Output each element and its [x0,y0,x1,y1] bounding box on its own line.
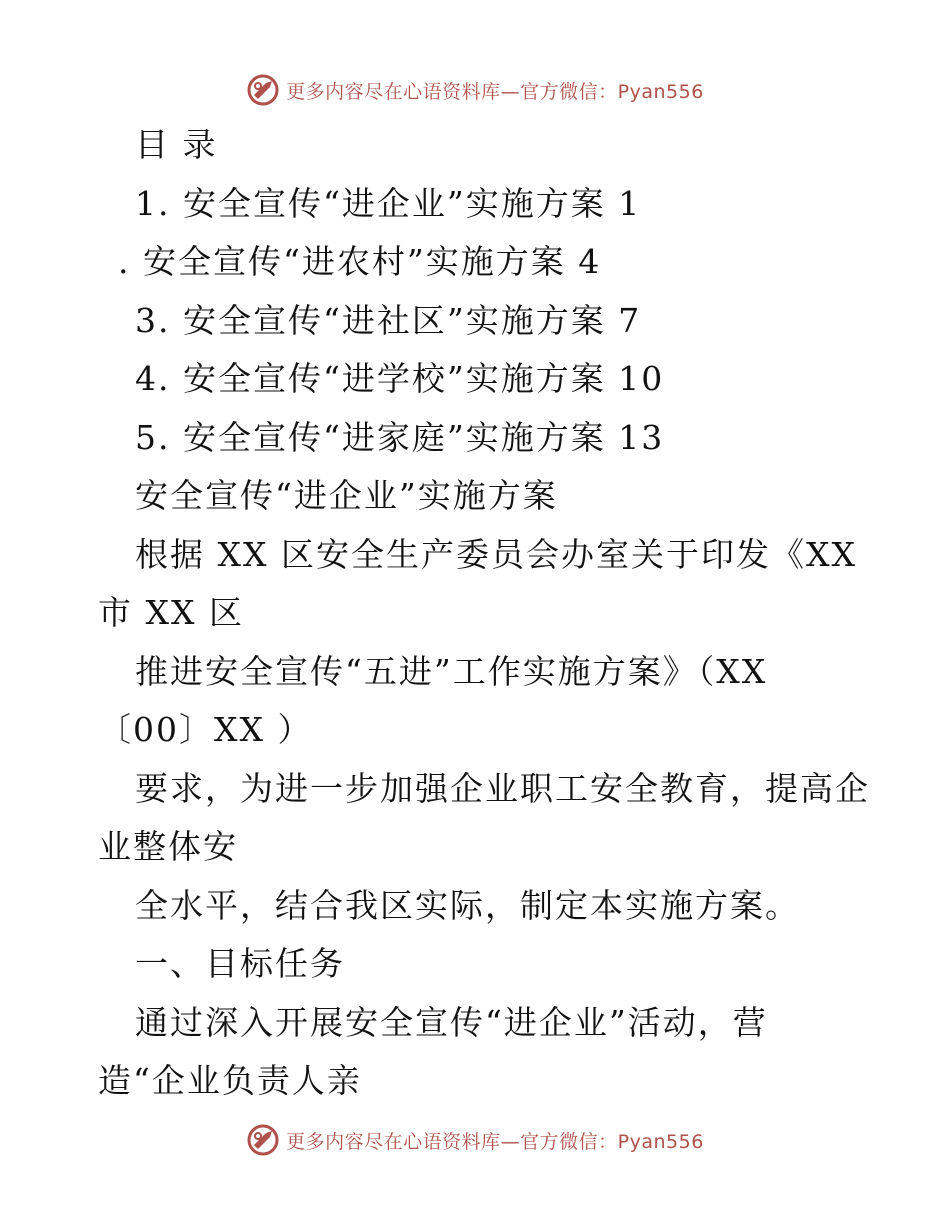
footer-watermark [0,1120,950,1160]
paragraph-line: 业整体安 [98,827,238,866]
watermark-text: 更多内容尽在心语资料库—官方微信：Pyan556 [286,1130,704,1153]
logo-seal-icon [246,73,280,107]
paragraph-line: 〔00〕XX ） [98,710,313,749]
paragraph-line: 推进安全宣传“五进”工作实施方案》（XX [135,651,768,691]
paragraph-line: 市 XX 区 [98,593,244,632]
toc-item-5: 5. 安全宣传“进家庭”实施方案 13 [135,417,665,457]
document-body [98,116,870,1111]
subsection-heading: 一、目标任务 [135,944,345,983]
toc-item-2: . 安全宣传“进农村”实施方案 4 [118,242,602,281]
watermark-text: 更多内容尽在心语资料库—官方微信：Pyan556 [286,80,704,103]
paragraph-line: 通过深入开展安全宣传“进企业”活动，营 [135,1002,768,1042]
paragraph-line: 要求，为进一步加强企业职工安全教育，提高企 [135,768,870,808]
toc-item-3: 3. 安全宣传“进社区”实施方案 7 [135,300,642,340]
header-watermark [0,70,950,110]
paragraph-line: 全水平，结合我区实际，制定本实施方案。 [135,885,800,925]
section-heading: 安全宣传“进企业”实施方案 [135,476,558,515]
paragraph-line: 造“企业负责人亲 [98,1061,362,1100]
toc-title: 目 录 [135,125,218,164]
paragraph-line: 根据 XX 区安全生产委员会办室关于印发《XX [135,534,857,574]
toc-item-1: 1. 安全宣传“进企业”实施方案 1 [135,183,642,223]
toc-item-4: 4. 安全宣传“进学校”实施方案 10 [135,359,665,398]
logo-seal-icon [246,1123,280,1157]
